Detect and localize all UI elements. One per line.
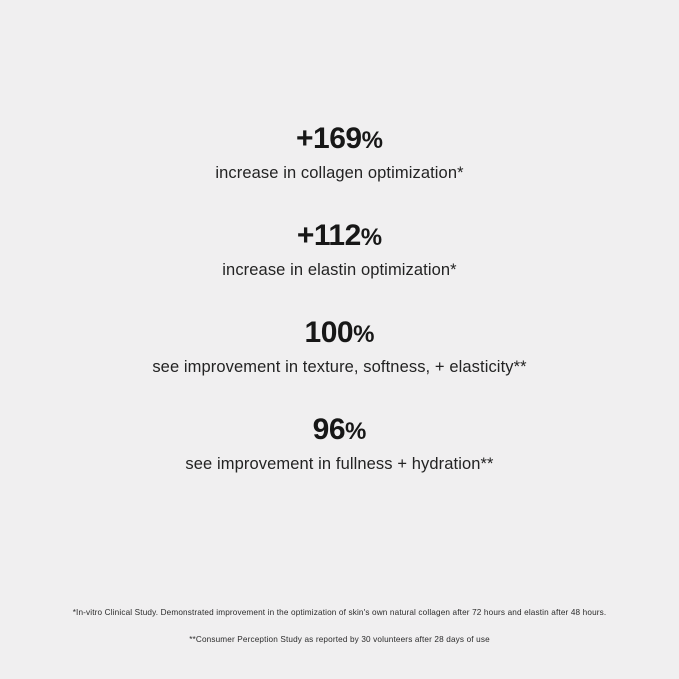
percent-symbol: % (360, 224, 383, 251)
stat-item (0, 122, 679, 183)
percent-symbol: % (345, 418, 367, 445)
stat-item (0, 316, 679, 377)
stat-value (0, 316, 679, 349)
stat-number: 100 (304, 316, 354, 349)
stat-number: 96 (312, 413, 346, 446)
percent-symbol: % (361, 127, 383, 154)
footnote-clinical-study: *In-vitro Clinical Study. Demonstrated improvement in the optimization of skin's own natural collagen after 72 hours and elastin after 48 hours. (72, 608, 607, 618)
stat-number: +169 (296, 122, 362, 155)
stat-caption: increase in elastin optimization* (222, 261, 457, 279)
percent-symbol: % (353, 321, 375, 348)
footnote-consumer-study: **Consumer Perception Study as reported by 30 volunteers after 28 days of use (189, 634, 490, 644)
stat-value (0, 413, 679, 446)
stat-caption: increase in collagen optimization* (215, 164, 464, 182)
stat-caption: see improvement in texture, softness, + elasticity** (152, 358, 527, 376)
stat-caption: see improvement in fullness + hydration** (185, 455, 494, 473)
stat-value (0, 219, 679, 252)
stat-value (0, 122, 679, 155)
stats-list (0, 122, 679, 510)
stat-number: +112 (296, 219, 361, 252)
stat-item (0, 413, 679, 474)
stat-item (0, 219, 679, 280)
footnotes (0, 607, 679, 645)
